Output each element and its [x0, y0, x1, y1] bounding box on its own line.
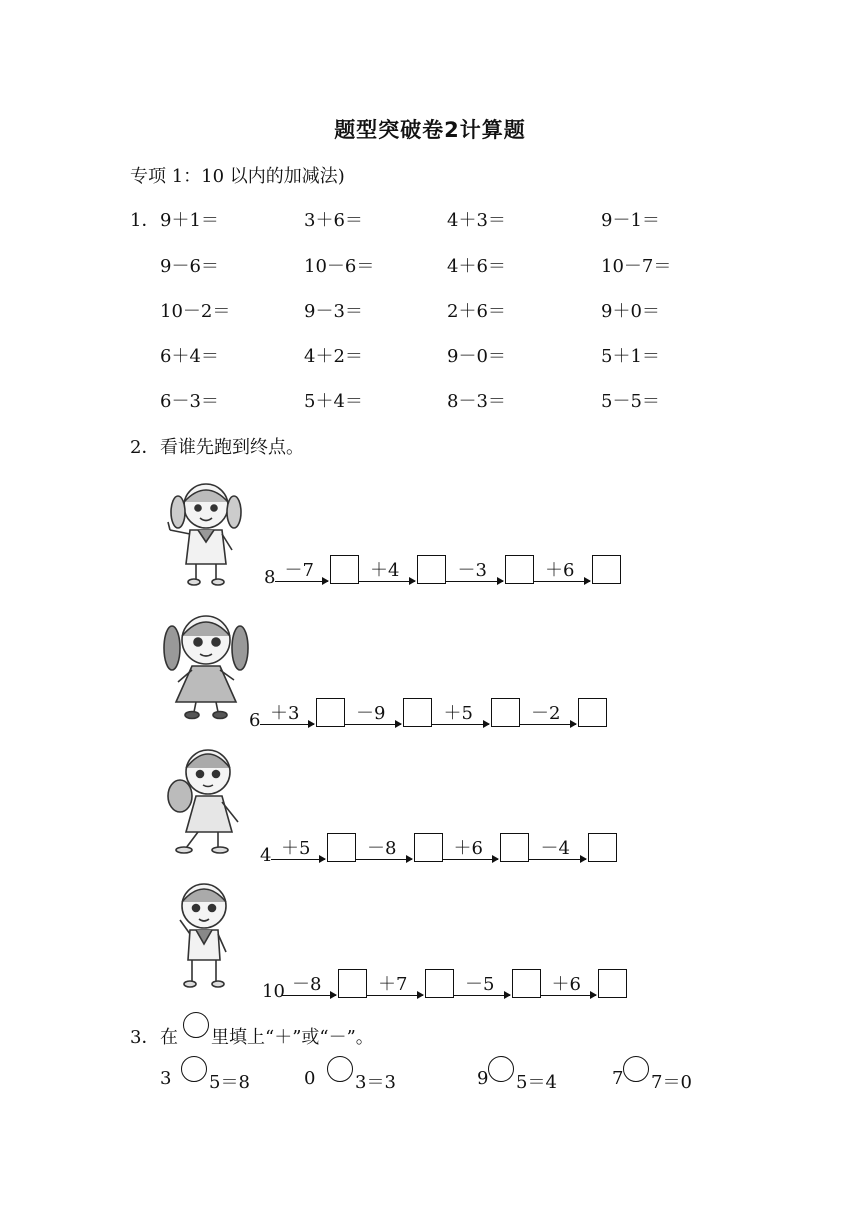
answer-box[interactable]	[588, 833, 617, 862]
chain-operation: ＋6	[453, 838, 483, 859]
q3-right-expression: 5＝8	[209, 1072, 250, 1093]
answer-box[interactable]	[414, 833, 443, 862]
q3-left-number: 7	[612, 1068, 624, 1089]
q2-instruction: 看谁先跑到终点。	[160, 437, 304, 458]
chain-operation: ＋3	[270, 703, 300, 724]
chain-operation: －7	[284, 560, 314, 581]
equation-blank: 3＋6＝	[304, 210, 363, 231]
chain-start-number: 10	[262, 981, 285, 1002]
equation-blank: 10－6＝	[304, 256, 375, 277]
q3-left-number: 3	[160, 1068, 172, 1089]
equation-blank: 8－3＝	[447, 391, 506, 412]
answer-box[interactable]	[491, 698, 520, 727]
chain-operation: －2	[531, 703, 561, 724]
answer-box[interactable]	[338, 969, 367, 998]
answer-box[interactable]	[578, 698, 607, 727]
equation-blank: 4＋2＝	[304, 346, 363, 367]
chain-operation: ＋6	[551, 974, 581, 995]
operator-circle[interactable]	[181, 1056, 207, 1082]
answer-box[interactable]	[505, 555, 534, 584]
page-title: 题型突破卷2计算题	[334, 118, 526, 142]
chain-start-number: 6	[249, 710, 261, 731]
answer-box[interactable]	[425, 969, 454, 998]
answer-box[interactable]	[316, 698, 345, 727]
chain-operation: ＋6	[545, 560, 575, 581]
equation-blank: 10－2＝	[160, 301, 231, 322]
answer-box[interactable]	[598, 969, 627, 998]
equation-blank: 9－6＝	[160, 256, 219, 277]
chain-operation: －8	[367, 838, 397, 859]
q3-right-expression: 5＝4	[516, 1072, 557, 1093]
chain-operation: ＋5	[443, 703, 473, 724]
equation-blank: 9－3＝	[304, 301, 363, 322]
operator-circle[interactable]	[327, 1056, 353, 1082]
girl-dress-illustration	[158, 604, 254, 722]
equation-blank: 9－1＝	[601, 210, 660, 231]
answer-box[interactable]	[403, 698, 432, 727]
q3-sample-circle	[183, 1012, 209, 1038]
equation-blank: 5＋4＝	[304, 391, 363, 412]
chain-operation: －8	[292, 974, 322, 995]
q3-left-number: 0	[304, 1068, 316, 1089]
answer-box[interactable]	[327, 833, 356, 862]
equation-blank: 5－5＝	[601, 391, 660, 412]
equation-blank: 10－7＝	[601, 256, 672, 277]
q2-number: 2．	[130, 437, 160, 458]
q3-text-after: 里填上“＋”或“－”。	[211, 1027, 374, 1048]
equation-blank: 5＋1＝	[601, 346, 660, 367]
q3-left-number: 9	[477, 1068, 489, 1089]
q3-right-expression: 3＝3	[355, 1072, 396, 1093]
girl-thumbs-up-illustration	[158, 472, 254, 590]
answer-box[interactable]	[592, 555, 621, 584]
boy-illustration	[158, 874, 254, 992]
chain-operation: ＋5	[281, 838, 311, 859]
q3-number: 3．	[130, 1027, 160, 1048]
chain-start-number: 4	[260, 845, 272, 866]
answer-box[interactable]	[512, 969, 541, 998]
equation-blank: 6＋4＝	[160, 346, 219, 367]
answer-box[interactable]	[330, 555, 359, 584]
chain-operation: －5	[465, 974, 495, 995]
equation-blank: 9＋0＝	[601, 301, 660, 322]
chain-start-number: 8	[264, 567, 276, 588]
equation-blank: 4＋3＝	[447, 210, 506, 231]
equation-blank: 6－3＝	[160, 391, 219, 412]
chain-operation: －4	[540, 838, 570, 859]
answer-box[interactable]	[417, 555, 446, 584]
section-heading: 专项 1：10 以内的加减法)	[130, 166, 345, 187]
operator-circle[interactable]	[488, 1056, 514, 1082]
equation-blank: 9－0＝	[447, 346, 506, 367]
equation-blank: 4＋6＝	[447, 256, 506, 277]
girl-curly-hair-illustration	[158, 738, 254, 856]
q1-number: 1．	[130, 210, 160, 231]
equation-blank: 2＋6＝	[447, 301, 506, 322]
equation-blank: 9＋1＝	[160, 210, 219, 231]
answer-box[interactable]	[500, 833, 529, 862]
chain-operation: ＋4	[370, 560, 400, 581]
operator-circle[interactable]	[623, 1056, 649, 1082]
chain-operation: －3	[457, 560, 487, 581]
q3-right-expression: 7＝0	[651, 1072, 692, 1093]
chain-operation: －9	[356, 703, 386, 724]
chain-operation: ＋7	[378, 974, 408, 995]
q3-text-before: 在	[160, 1027, 178, 1048]
